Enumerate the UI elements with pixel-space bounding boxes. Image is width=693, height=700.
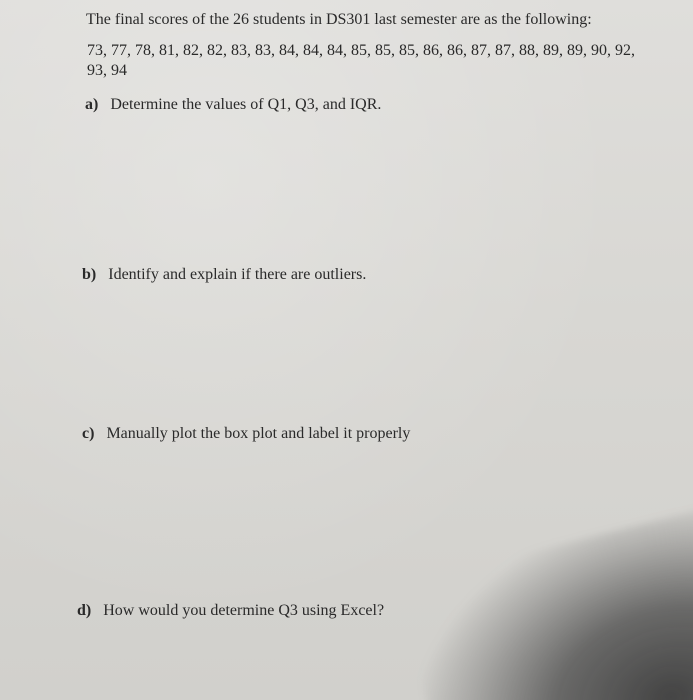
question-d-label: d) xyxy=(77,602,92,619)
intro-text: The final scores of the 26 students in DS301 last semester are as the following: xyxy=(86,11,592,28)
question-a-label: a) xyxy=(85,96,99,113)
question-d xyxy=(77,601,384,620)
question-d-text: How would you determine Q3 using Excel? xyxy=(103,602,385,619)
question-c-label: c) xyxy=(82,425,95,442)
question-c-text: Manually plot the box plot and label it properly xyxy=(106,425,411,442)
question-b-label: b) xyxy=(82,266,97,283)
bleed-through-text xyxy=(120,372,620,396)
question-b-text: Identify and explain if there are outliers. xyxy=(108,266,367,283)
scores-line-2: 93, 94 xyxy=(87,62,127,79)
question-a xyxy=(85,95,381,114)
corner-shadow xyxy=(398,503,693,700)
question-c xyxy=(82,424,410,443)
scores-line-1: 73, 77, 78, 81, 82, 82, 83, 83, 84, 84, 84, 85, 85, 85, 86, 86, 87, 87, 88, 89, 89, 90, 92, xyxy=(87,42,635,59)
question-a-text: Determine the values of Q1, Q3, and IQR. xyxy=(110,96,382,113)
question-b xyxy=(82,265,366,284)
